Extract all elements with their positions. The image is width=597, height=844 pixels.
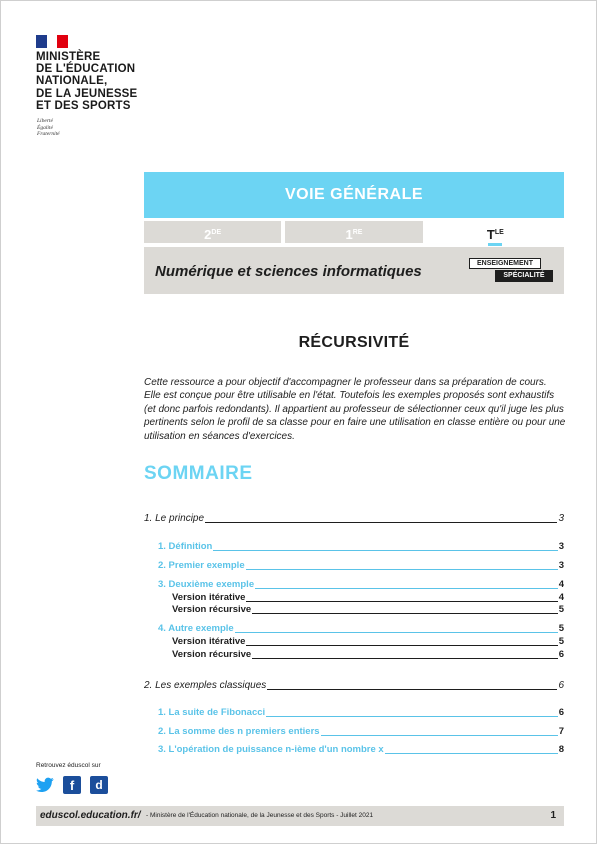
footer-page-number: 1 (550, 810, 556, 821)
social-links (36, 776, 108, 794)
toc-entry-label: Version récursive (172, 604, 252, 615)
toc-entry-page: 7 (558, 726, 564, 737)
toc-entry-page: 6 (558, 649, 564, 660)
toc-entry-page: 5 (558, 636, 564, 647)
motto-line: Liberté (37, 118, 53, 124)
toc-entry-page: 5 (558, 623, 564, 634)
toc-entry[interactable] (172, 636, 564, 647)
toc-entry[interactable] (158, 541, 564, 552)
republic-motto (37, 118, 60, 138)
republic-flag-logo (36, 35, 68, 48)
twitter-icon[interactable] (36, 776, 54, 794)
toc-entry[interactable] (158, 623, 564, 634)
toc-leader-line (321, 735, 558, 736)
level-tabs (144, 221, 564, 243)
toc-entry-page: 5 (558, 604, 564, 615)
level-sup: LE (494, 229, 504, 236)
toc-leader-line (385, 753, 558, 754)
ministry-line: DE LA JEUNESSE (36, 87, 138, 100)
page-title: RÉCURSIVITÉ (298, 334, 410, 351)
toc-leader-line (266, 716, 558, 717)
voie-banner: VOIE GÉNÉRALE (144, 172, 564, 218)
toc-entry-label: 1. Définition (158, 541, 213, 552)
toc-leader-line (252, 658, 557, 659)
toc-leader-line (246, 645, 557, 646)
level-base: 1 (345, 227, 353, 242)
eduscol-icon[interactable]: d (90, 776, 108, 794)
ministry-name (36, 51, 137, 112)
toc-leader-line (205, 522, 557, 523)
toc-entry-page: 6 (558, 707, 564, 718)
toc-entry[interactable] (158, 707, 564, 718)
footer-text: - Ministère de l'Éducation nationale, de la Jeunesse et des Sports - Juillet 2021 (146, 812, 374, 819)
toc-entry-label: 2. Les exemples classiques (144, 680, 267, 691)
toc-entry-label: 3. L'opération de puissance n-ième d'un nombre x (158, 744, 384, 755)
motto-line: Égalité (37, 124, 53, 131)
toc-entry[interactable] (158, 560, 564, 571)
enseignement-badge: ENSEIGNEMENT (469, 258, 541, 269)
toc-entry[interactable] (172, 592, 564, 603)
ministry-line: NATIONALE, (36, 75, 108, 88)
ministry-line: DE L'ÉDUCATION (36, 63, 136, 76)
toc-entry[interactable] (158, 744, 564, 755)
footer-bar (36, 806, 564, 826)
toc-entry[interactable] (158, 579, 564, 590)
intro-paragraph: Cette ressource a pour objectif d'accompagner le professeur dans sa préparation de cours. Elle est conçue pour être utilisable en l'état. Toutefois les exemples proposés sont exhaustifs (et donc parfois redondants). Il appartient au professeur de sélectionner ceux qu'il juge les plus pertinents selon le profil de sa classe pour en faire une utilisation en classe entière ou pour une utilisation en séances d'exercices. (144, 377, 566, 442)
level-base: 2 (204, 227, 212, 242)
toc-entry-label: 3. Deuxième exemple (158, 579, 255, 590)
toc-entry[interactable] (158, 726, 564, 737)
toc-leader-line (255, 588, 558, 589)
level-terminale (427, 221, 564, 243)
facebook-icon[interactable]: f (63, 776, 81, 794)
toc-entry-page: 6 (558, 680, 564, 691)
toc-entry-page: 4 (558, 579, 564, 590)
level-premiere (285, 221, 422, 243)
toc-leader-line (213, 550, 557, 551)
toc-entry[interactable] (144, 513, 564, 524)
level-seconde (144, 221, 281, 243)
toc-entry[interactable] (172, 604, 564, 615)
toc-leader-line (246, 569, 558, 570)
subject-name: Numérique et sciences informatiques (155, 263, 422, 280)
toc-entry-page: 4 (558, 592, 564, 603)
level-sup: DE (211, 229, 222, 236)
toc-entry-page: 3 (558, 513, 564, 524)
toc-leader-line (267, 689, 557, 690)
footer-site-link[interactable]: eduscol.education.fr/ (40, 810, 141, 821)
toc-leader-line (246, 601, 557, 602)
sommaire-heading: SOMMAIRE (144, 463, 253, 484)
toc-entry-page: 3 (558, 541, 564, 552)
toc-entry-label: 4. Autre exemple (158, 623, 234, 634)
toc-entry-label: 2. La somme des n premiers entiers (158, 726, 320, 737)
subject-bar (144, 247, 564, 294)
toc-entry-label: 1. La suite de Fibonacci (158, 707, 266, 718)
toc-entry-label: Version itérative (172, 592, 246, 603)
toc-entry-label: Version itérative (172, 636, 246, 647)
toc-entry[interactable] (144, 680, 564, 691)
toc-entry-label: 1. Le principe (144, 513, 205, 524)
toc-entry-label: 2. Premier exemple (158, 560, 245, 571)
toc-entry-page: 8 (558, 744, 564, 755)
toc-leader-line (235, 632, 558, 633)
toc-entry-page: 3 (558, 560, 564, 571)
level-base: T (486, 227, 495, 242)
specialite-badge: SPÉCIALITÉ (495, 270, 553, 282)
social-label: Retrouvez éduscol sur (36, 762, 101, 769)
motto-line: Fraternité (37, 131, 60, 137)
toc-leader-line (252, 613, 557, 614)
ministry-line: MINISTÈRE (36, 51, 101, 63)
toc-entry[interactable] (172, 649, 564, 660)
toc-entry-label: Version récursive (172, 649, 252, 660)
ministry-line: ET DES SPORTS (36, 99, 131, 112)
level-sup: RE (352, 229, 363, 236)
